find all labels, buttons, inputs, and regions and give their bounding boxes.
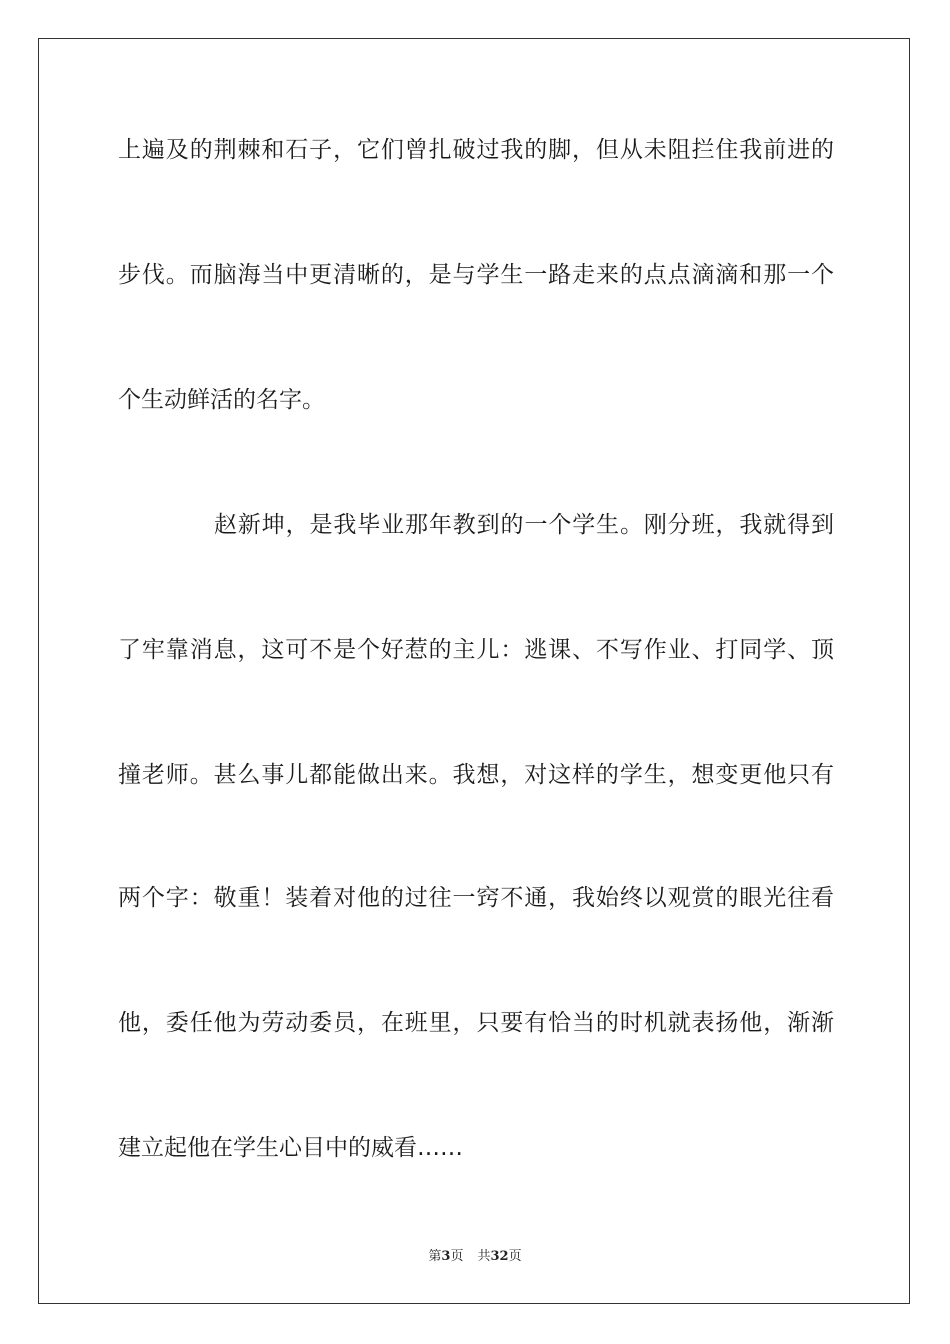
body-text-line-4: 赵新坤，是我毕业那年教到的一个学生。刚分班，我就得到	[214, 512, 834, 538]
body-text-line-2: 步伐。而脑海当中更清晰的，是与学生一路走来的点点滴滴和那一个	[118, 262, 834, 288]
total-pages: 32	[490, 1249, 509, 1264]
page-suffix: 页	[450, 1249, 464, 1264]
body-text-line-7: 两个字：敬重！装着对他的过往一窍不通，我始终以观赏的眼光往看	[118, 885, 834, 911]
body-text-line-3: 个生动鲜活的名字。	[118, 387, 325, 413]
total-prefix: 共	[477, 1249, 491, 1264]
page-prefix: 第	[428, 1249, 442, 1264]
page-footer	[0, 1247, 950, 1267]
body-text-line-1: 上遍及的荆棘和石子，它们曾扎破过我的脚，但从未阻拦住我前进的	[118, 137, 834, 163]
body-text-line-8: 他，委任他为劳动委员，在班里，只要有恰当的时机就表扬他，渐渐	[118, 1010, 834, 1036]
page-border	[38, 38, 910, 1304]
body-text-line-6: 撞老师。甚么事儿都能做出来。我想，对这样的学生，想变更他只有	[118, 762, 834, 788]
body-text-line-5: 了牢靠消息，这可不是个好惹的主儿：逃课、不写作业、打同学、顶	[118, 637, 834, 663]
page-number: 3	[441, 1249, 451, 1264]
body-text-line-9: 建立起他在学生心目中的威看……	[118, 1135, 463, 1161]
total-suffix: 页	[508, 1249, 522, 1264]
